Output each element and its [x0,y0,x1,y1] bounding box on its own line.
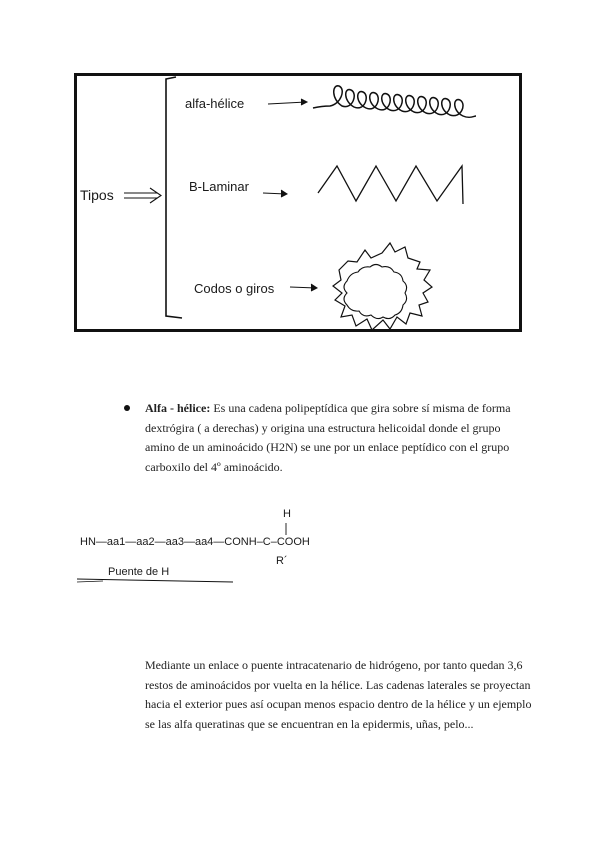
arrow-icon [290,284,317,291]
bullet-text: Es una cadena polipeptídica que gira sobre sí misma de forma dextrógira ( a derechas) y origina una estructura helicoidal donde el grupo amino de un aminoácido (H2N) se une por un enlace peptídico con el grupo carboxilo del 4º aminoácido. [145,401,511,474]
hbond-underline [77,581,103,582]
hbond-label: Puente de H [108,566,170,578]
diagram-branch-turns: Codos o giros [194,281,275,296]
double-arrow-icon [124,188,161,203]
arrow-icon [263,190,287,197]
beta-sheet-zigzag [318,166,463,204]
formula-top-atom: H [283,508,291,520]
hbond-underline [77,579,233,582]
bracket-line [166,77,182,318]
bullet-icon [124,405,130,411]
bullet-paragraph [145,399,529,477]
body-paragraph: Mediante un enlace o puente intracatenario de hidrógeno, por tanto quedan 3,6 restos de aminoácidos por vuelta en la hélice. Las cadenas laterales se proyectan hacia el exterior pues así ocupan menos espacio dentro de la hélice y un ejemplo se las alfa queratinas que se encuentran en la epidermis, uñas, pelo... [145,658,532,731]
alpha-helix-drawing [313,86,476,118]
diagram-branch-beta: B-Laminar [189,179,249,194]
formula-side-group: R´ [276,555,288,567]
diagram-branch-alpha: alfa-hélice [185,96,245,111]
diagram-root-label: Tipos [80,187,114,203]
turns-blob-scallops [344,265,407,319]
bullet-term: Alfa - hélice: [145,401,211,415]
formula-chain: HN—aa1—aa2—aa3—aa4—CONH–C–COOH [80,536,310,548]
arrow-icon [268,99,307,105]
